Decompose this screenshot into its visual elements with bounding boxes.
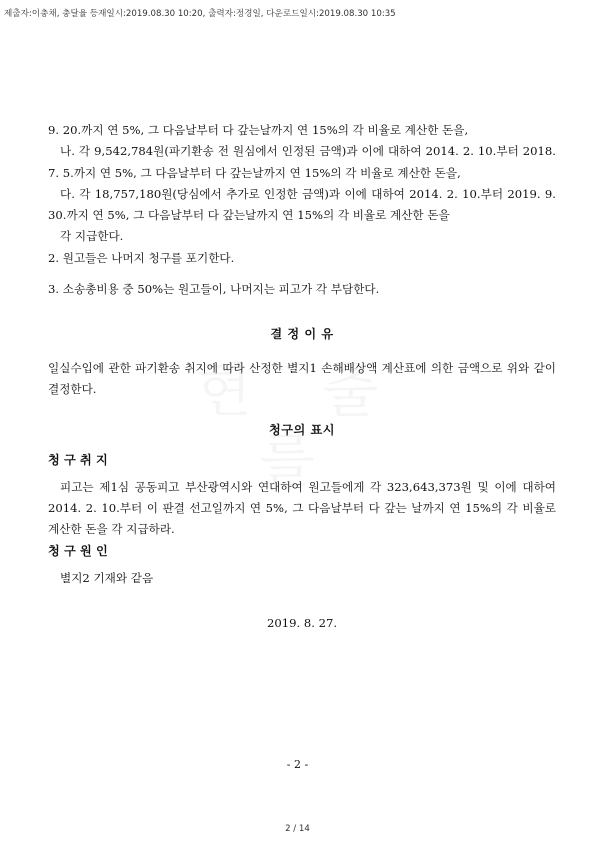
paragraph-payment: 각 지급한다. [60, 229, 124, 244]
paragraph-item-na: 나. 각 9,542,784원(파기환송 전 원심에서 인정된 금액)과 이에 대하여 2014. 2. 10.부터 2018. 7. 5.까지 연 5%, 그 다음날부터 다 갚는날까지 연 15%의 각 비율로 계산한 돈을, [48, 144, 556, 180]
heading-claim-purpose: 청 구 취 지 [48, 452, 108, 467]
paragraph-waiver: 2. 원고들은 나머지 청구를 포기한다. [48, 250, 235, 265]
heading-claim-display: 청구의 표시 [268, 423, 336, 438]
paragraph-1-continuation: 9. 20.까지 연 5%, 그 다음날부터 다 갚는날까지 연 15%의 각 비율로 계산한 돈을, [48, 123, 469, 137]
paragraph-costs: 3. 소송총비용 중 50%는 원고들이, 나머지는 피고가 각 부담한다. [48, 282, 380, 297]
document-body [48, 120, 556, 635]
page-number: - 2 - [286, 758, 309, 771]
decision-reasons-text: 일실수입에 관한 파기환송 취지에 따라 산정한 별지1 손해배상액 계산표에 의한 금액으로 위와 같이 결정한다. [48, 360, 556, 396]
paragraph-item-da: 다. 각 18,757,180원(당심에서 추가로 인정한 금액)과 이에 대하여 2014. 2. 10.부터 2019. 9. 30.까지 연 5%, 그 다음날부터 다 갚는날까지 연 15%의 각 비율로 계산한 돈을 [48, 186, 556, 223]
claim-cause-text: 별지2 기재와 같음 [60, 571, 154, 586]
document-header-meta: 제출자:이충채, 충달율 등재일시:2019.08.30 10:20, 출력자:정경일, 다운로드일시:2019.08.30 10:35 [4, 9, 396, 19]
heading-claim-cause: 청 구 원 인 [48, 543, 108, 558]
page-of-total: 2 / 14 [285, 824, 310, 834]
claim-purpose-text: 피고는 제1심 공동피고 부산광역시와 연대하여 원고들에게 각 323,643,373원 및 이에 대하여 2014. 2. 10.부터 이 판결 선고일까지 연 5%, 그 다음날부터 다 갚는 날까지 연 15%의 각 비율로 계산한 돈을 각 지급하라. [48, 479, 556, 537]
document-date: 2019. 8. 27. [266, 616, 338, 631]
heading-decision-reasons: 결 정 이 유 [270, 327, 334, 342]
